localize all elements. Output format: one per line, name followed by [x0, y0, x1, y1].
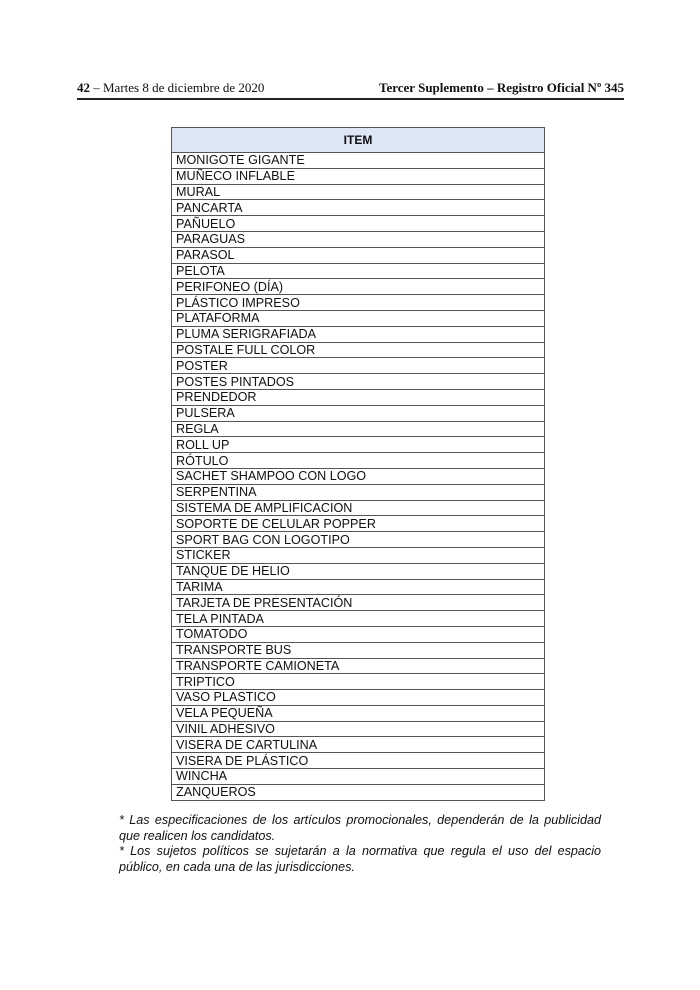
item-cell: SISTEMA DE AMPLIFICACION	[172, 500, 545, 516]
table-row	[172, 326, 545, 342]
item-cell: TRIPTICO	[172, 674, 545, 690]
item-cell: TARJETA DE PRESENTACIÓN	[172, 595, 545, 611]
table-row	[172, 658, 545, 674]
table-row	[172, 642, 545, 658]
item-cell: PULSERA	[172, 405, 545, 421]
header-left	[77, 80, 264, 96]
publication-title: Tercer Suplemento – Registro Oficial Nº 345	[378, 80, 624, 95]
item-cell: PARAGUAS	[172, 231, 545, 247]
item-cell: VISERA DE CARTULINA	[172, 737, 545, 753]
item-cell: VASO PLASTICO	[172, 690, 545, 706]
item-cell: SERPENTINA	[172, 484, 545, 500]
table-row	[172, 547, 545, 563]
item-cell: SACHET SHAMPOO CON LOGO	[172, 468, 545, 484]
table-row	[172, 295, 545, 311]
item-cell: ZANQUEROS	[172, 784, 545, 800]
item-cell: PARASOL	[172, 247, 545, 263]
publication-date: – Martes 8 de diciembre de 2020	[93, 80, 265, 95]
table-row	[172, 342, 545, 358]
footnote: * Los sujetos políticos se sujetarán a la normativa que regula el uso del espacio público, en cada una de las jurisdicciones.	[119, 844, 601, 874]
item-cell: VELA PEQUEÑA	[172, 705, 545, 721]
table-row	[172, 705, 545, 721]
table-row	[172, 247, 545, 263]
item-cell: TELA PINTADA	[172, 611, 545, 627]
table-row	[172, 421, 545, 437]
table-row	[172, 721, 545, 737]
table-row	[172, 184, 545, 200]
table-row	[172, 737, 545, 753]
table-row	[172, 532, 545, 548]
item-cell: PRENDEDOR	[172, 389, 545, 405]
item-cell: PLÁSTICO IMPRESO	[172, 295, 545, 311]
table-row	[172, 563, 545, 579]
item-cell: ROLL UP	[172, 437, 545, 453]
table-body	[172, 153, 545, 801]
table-row	[172, 310, 545, 326]
item-cell: TANQUE DE HELIO	[172, 563, 545, 579]
item-cell: STICKER	[172, 547, 545, 563]
table-row	[172, 500, 545, 516]
item-cell: PLATAFORMA	[172, 310, 545, 326]
table-row	[172, 516, 545, 532]
item-cell: REGLA	[172, 421, 545, 437]
table-row	[172, 626, 545, 642]
table-row	[172, 611, 545, 627]
item-cell: PAÑUELO	[172, 216, 545, 232]
item-cell: PLUMA SERIGRAFIADA	[172, 326, 545, 342]
item-cell: TOMATODO	[172, 626, 545, 642]
item-cell: TRANSPORTE CAMIONETA	[172, 658, 545, 674]
items-table	[171, 127, 545, 801]
table-row	[172, 595, 545, 611]
table-row	[172, 153, 545, 169]
table-row	[172, 389, 545, 405]
table-row	[172, 753, 545, 769]
table-row	[172, 468, 545, 484]
item-cell: VINIL ADHESIVO	[172, 721, 545, 737]
table-row	[172, 374, 545, 390]
item-cell: POSTALE FULL COLOR	[172, 342, 545, 358]
table-row	[172, 216, 545, 232]
page-header	[77, 80, 624, 100]
item-cell: MUÑECO INFLABLE	[172, 168, 545, 184]
item-cell: SPORT BAG CON LOGOTIPO	[172, 532, 545, 548]
item-cell: MURAL	[172, 184, 545, 200]
footnote: * Las especificaciones de los artículos promocionales, dependerán de la publicidad que realicen los candidatos.	[119, 813, 601, 843]
table-row	[172, 579, 545, 595]
table-row	[172, 200, 545, 216]
table-row	[172, 769, 545, 785]
item-cell: MONIGOTE GIGANTE	[172, 153, 545, 169]
item-cell: TARIMA	[172, 579, 545, 595]
table-header-row	[172, 128, 545, 153]
page-number: 42	[77, 80, 90, 95]
footnotes	[119, 813, 601, 875]
item-cell: SOPORTE DE CELULAR POPPER	[172, 516, 545, 532]
item-cell: POSTES PINTADOS	[172, 374, 545, 390]
item-cell: PANCARTA	[172, 200, 545, 216]
table-row	[172, 405, 545, 421]
table-row	[172, 263, 545, 279]
item-cell: TRANSPORTE BUS	[172, 642, 545, 658]
table-row	[172, 674, 545, 690]
table-row	[172, 279, 545, 295]
table-row	[172, 784, 545, 800]
item-cell: VISERA DE PLÁSTICO	[172, 753, 545, 769]
item-cell: POSTER	[172, 358, 545, 374]
table-row	[172, 168, 545, 184]
item-cell: PERIFONEO (DÍA)	[172, 279, 545, 295]
column-header-item: ITEM	[172, 128, 545, 153]
item-cell: WINCHA	[172, 769, 545, 785]
item-cell: PELOTA	[172, 263, 545, 279]
table-row	[172, 690, 545, 706]
header-rule	[77, 98, 624, 100]
table-row	[172, 453, 545, 469]
table-row	[172, 231, 545, 247]
table-row	[172, 437, 545, 453]
table-row	[172, 484, 545, 500]
table-row	[172, 358, 545, 374]
item-cell: RÓTULO	[172, 453, 545, 469]
